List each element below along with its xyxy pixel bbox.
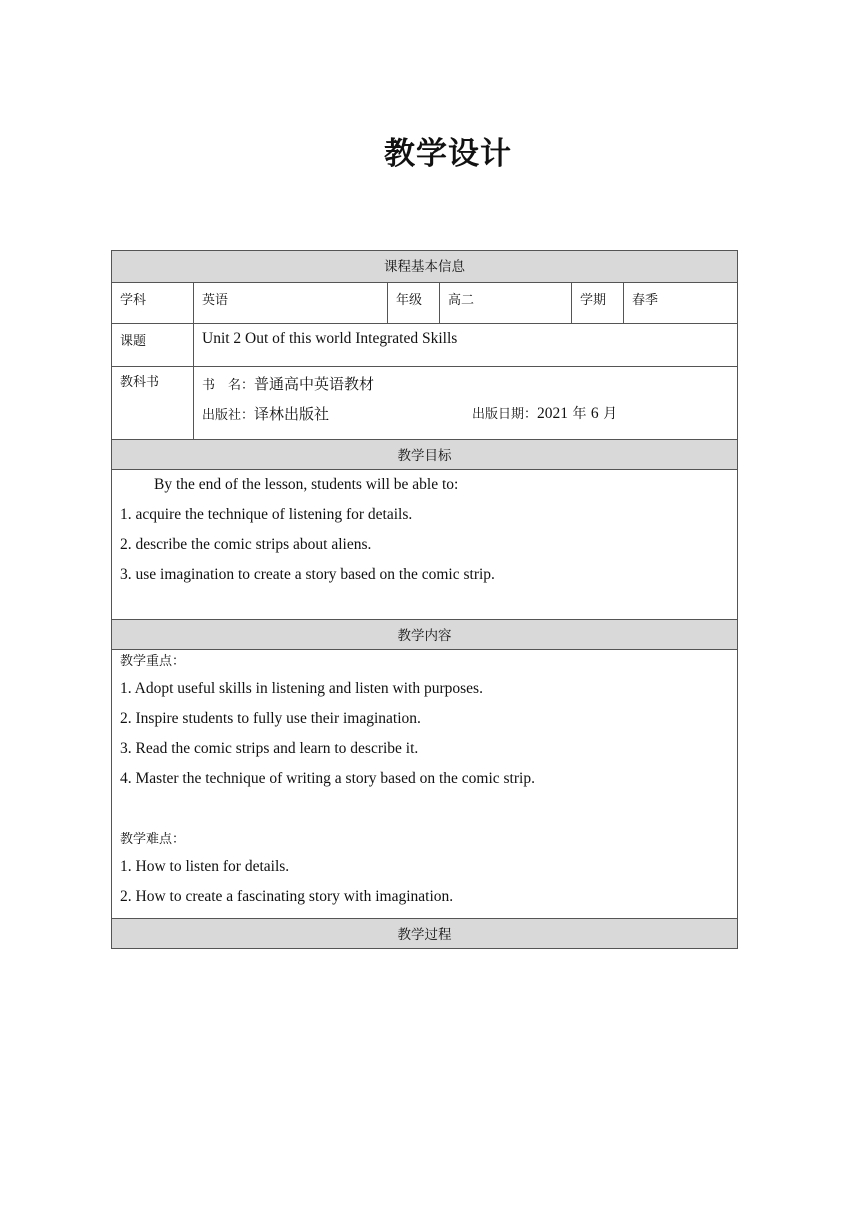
content-header-text: 教学内容 bbox=[397, 628, 452, 644]
objective-item-2: 2. describe the comic strips about aliens. bbox=[120, 536, 372, 553]
term-label-cell bbox=[572, 283, 624, 324]
textbook-row bbox=[112, 367, 738, 440]
objectives-intro: By the end of the lesson, students will be able to: bbox=[154, 476, 459, 493]
objective-item-1: 1. acquire the technique of listening for details. bbox=[120, 506, 413, 523]
content-header-row bbox=[112, 620, 738, 650]
topic-label-cell bbox=[112, 324, 194, 367]
term-value: 春季 bbox=[632, 293, 659, 308]
content-header bbox=[112, 620, 738, 650]
subject-row bbox=[112, 283, 738, 324]
process-header-text: 教学过程 bbox=[397, 927, 452, 943]
pub-date-label: 出版日期： bbox=[472, 407, 538, 422]
publisher-line bbox=[202, 401, 729, 431]
difficulty-1: 1. How to listen for details. bbox=[120, 858, 290, 875]
subject-label: 学科 bbox=[120, 293, 147, 308]
publisher-value: 译林出版社 bbox=[254, 405, 330, 423]
topic-value-cell bbox=[194, 324, 738, 367]
pub-date-month-unit: 月 bbox=[598, 406, 618, 422]
basic-info-header-text: 课程基本信息 bbox=[384, 259, 466, 275]
lesson-plan-table bbox=[111, 250, 738, 949]
textbook-label-cell bbox=[112, 367, 194, 440]
pub-date-year-unit: 年 bbox=[568, 406, 591, 422]
objectives-header-row bbox=[112, 440, 738, 470]
subject-label-cell bbox=[112, 283, 194, 324]
objectives-row bbox=[112, 470, 738, 620]
page-title: 教学设计 bbox=[384, 136, 512, 172]
pub-date-year: 2021 bbox=[537, 405, 569, 422]
basic-info-header-row bbox=[112, 251, 738, 283]
topic-label: 课题 bbox=[120, 334, 147, 349]
term-label: 学期 bbox=[580, 293, 607, 308]
difficulties-label: 教学难点： bbox=[120, 832, 186, 847]
key-point-3: 3. Read the comic strips and learn to describe it. bbox=[120, 740, 419, 757]
objectives-header-text: 教学目标 bbox=[397, 448, 452, 464]
textbook-label: 教科书 bbox=[120, 375, 160, 390]
basic-info-header bbox=[112, 251, 738, 283]
topic-value: Unit 2 Out of this world Integrated Skills bbox=[202, 330, 458, 347]
topic-row bbox=[112, 324, 738, 367]
pub-date bbox=[472, 401, 617, 428]
objective-item-3: 3. use imagination to create a story based on the comic strip. bbox=[120, 566, 495, 583]
term-value-cell bbox=[624, 283, 738, 324]
grade-label: 年级 bbox=[396, 293, 423, 308]
book-name-line bbox=[202, 371, 729, 401]
objectives-body bbox=[112, 470, 738, 620]
grade-value-cell bbox=[440, 283, 572, 324]
key-point-1: 1. Adopt useful skills in listening and listen with purposes. bbox=[120, 680, 483, 697]
publisher-label: 出版社： bbox=[202, 408, 255, 423]
subject-value: 英语 bbox=[202, 293, 229, 308]
difficulty-2: 2. How to create a fascinating story with imagination. bbox=[120, 888, 454, 905]
content-body bbox=[112, 650, 738, 919]
content-row bbox=[112, 650, 738, 919]
process-header-row bbox=[112, 919, 738, 949]
key-points-label: 教学重点： bbox=[120, 654, 186, 669]
objectives-header bbox=[112, 440, 738, 470]
textbook-info-cell bbox=[194, 367, 738, 440]
pub-date-month: 6 bbox=[590, 405, 599, 422]
subject-value-cell bbox=[194, 283, 388, 324]
key-point-4: 4. Master the technique of writing a story based on the comic strip. bbox=[120, 770, 535, 787]
grade-label-cell bbox=[388, 283, 440, 324]
grade-value: 高二 bbox=[448, 293, 475, 308]
book-name-value: 普通高中英语教材 bbox=[254, 375, 375, 393]
book-name-label: 书 名： bbox=[202, 378, 255, 393]
process-header bbox=[112, 919, 738, 949]
key-point-2: 2. Inspire students to fully use their imagination. bbox=[120, 710, 421, 727]
